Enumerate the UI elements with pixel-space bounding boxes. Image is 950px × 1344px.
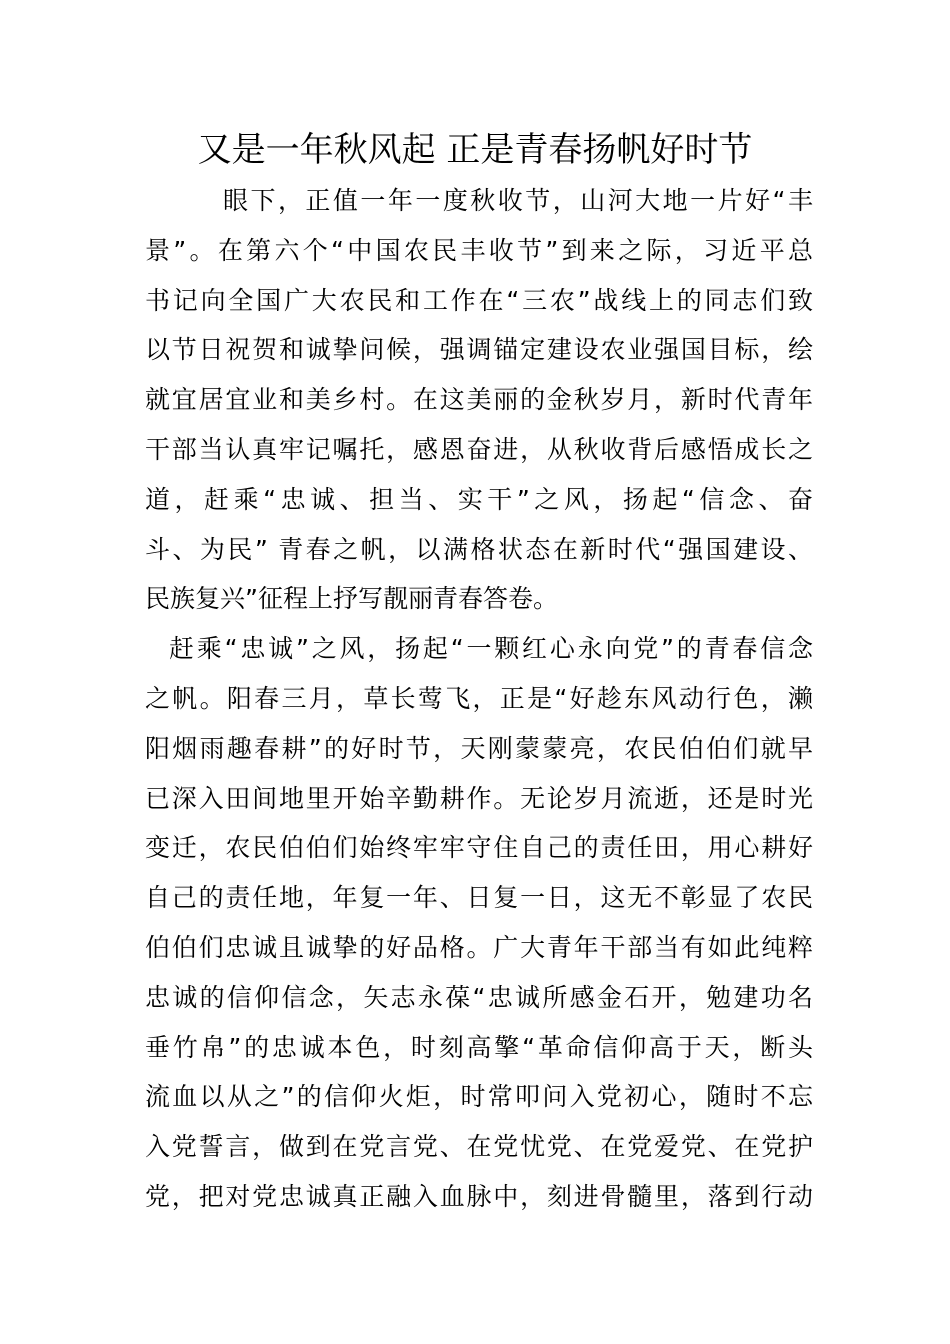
text-line: 伯伯们忠诚且诚挚的好品格。广大青年干部当有如此纯粹: [145, 932, 813, 962]
text-line: 赶乘“忠诚”之风，扬起“一颗红心永向党”的青春信念: [169, 634, 813, 664]
document-body: [145, 176, 813, 1222]
text-line: 党，把对党忠诚真正融入血脉中，刻进骨髓里，落到行动: [145, 1181, 813, 1211]
text-line: 阳烟雨趣春耕”的好时节，天刚蒙蒙亮，农民伯伯们就早: [145, 733, 813, 763]
text-line: 变迁，农民伯伯们始终牢牢守住自己的责任田，用心耕好: [145, 833, 813, 863]
text-line: 景”。在第六个“中国农民丰收节”到来之际，习近平总: [145, 235, 813, 265]
text-line: 已深入田间地里开始辛勤耕作。无论岁月流逝，还是时光: [145, 783, 813, 813]
text-line: 就宜居宜业和美乡村。在这美丽的金秋岁月，新时代青年: [145, 385, 813, 415]
text-line: 眼下，正值一年一度秋收节，山河大地一片好“丰: [223, 186, 813, 215]
paragraph-2: [145, 624, 813, 1222]
text-line: 书记向全国广大农民和工作在“三农”战线上的同志们致: [145, 285, 813, 315]
text-line: 垂竹帛”的忠诚本色，时刻高擎“革命信仰高于天，断头: [145, 1032, 813, 1062]
text-line: 入党誓言，做到在党言党、在党忧党、在党爱党、在党护: [145, 1132, 813, 1162]
document-title: 又是一年秋风起 正是青春扬帆好时节: [197, 130, 753, 170]
text-line: 自己的责任地，年复一年、日复一日，这无不彰显了农民: [145, 883, 813, 913]
text-line: 斗、为民” 青春之帆，以满格状态在新时代“强国建设、: [145, 534, 813, 564]
text-line: 忠诚的信仰信念，矢志永葆“忠诚所感金石开，勉建功名: [145, 982, 813, 1012]
text-line: 之帆。阳春三月，草长莺飞，正是“好趁东风动行色，濑: [145, 683, 813, 713]
text-line: 干部当认真牢记嘱托，感恩奋进，从秋收背后感悟成长之: [145, 434, 813, 464]
text-line: 流血以从之”的信仰火炬，时常叩问入党初心，随时不忘: [145, 1082, 813, 1112]
text-line: 道，赶乘“忠诚、担当、实干”之风，扬起“信念、奋: [145, 484, 813, 514]
text-line: 以节日祝贺和诚挚问候，强调锚定建设农业强国目标，绘: [145, 335, 813, 365]
text-line: 民族复兴”征程上抒写靓丽青春答卷。: [145, 584, 558, 614]
paragraph-1: [145, 176, 813, 624]
